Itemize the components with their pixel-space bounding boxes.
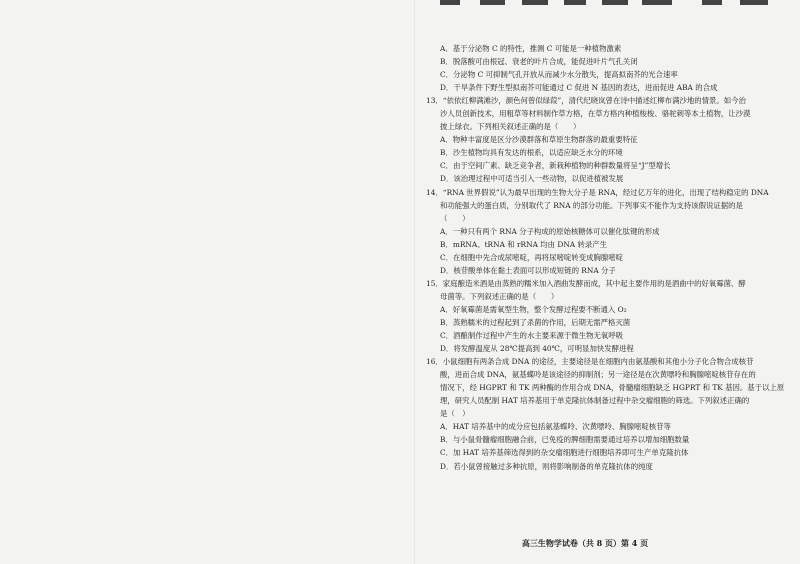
option-a: A．HAT 培养基中的成分应包括氨基蝶呤、次黄嘌呤、胸腺嘧啶核苷等 <box>440 422 671 432</box>
option-c: C．加 HAT 培养基筛选得到的杂交瘤细胞进行细胞培养即可生产单克隆抗体 <box>440 448 689 458</box>
question-14 <box>422 186 792 277</box>
question-stem: （ ） <box>440 213 470 223</box>
question-stem: 是（ ） <box>440 409 470 419</box>
option-a: A．物种丰富度是区分沙漠群落和草原生物群落的最重要特征 <box>440 135 638 145</box>
question-16 <box>422 355 792 472</box>
footer-page-number: 高三生物学试卷（共 8 页）第 4 页 <box>521 538 649 548</box>
option-c: C．分泌物 C 可抑制气孔开放从而减少水分散失，提高拟南芥的光合速率 <box>440 70 678 80</box>
question-stem: 14．“RNA 世界假说”认为最早出现的生物大分子是 RNA，经过亿万年的进化，出现了结构稳定的 DNA <box>426 187 769 197</box>
option-a: A．好氧霉菌是需氧型生物，整个发酵过程要不断通入 O₂ <box>440 304 627 314</box>
page-footer <box>0 538 800 549</box>
option-a: A．基于分泌物 C 的特性，推测 C 可能是一种植物激素 <box>440 44 622 53</box>
option-b: B．与小鼠骨髓瘤细胞融合前，已免疫的脾细胞需要通过培养以增加细胞数量 <box>440 435 690 445</box>
question-stem: 情况下，经 HGPRT 和 TK 两种酶的作用合成 DNA，骨髓瘤细胞缺乏 HGPRT 和 TK 基因。基于以上原 <box>440 383 785 393</box>
option-d: D．若小鼠曾接触过多种抗原，则将影响制备的单克隆抗体的纯度 <box>440 461 653 471</box>
option-a: A．一种只有两个 RNA 分子构成的原始核糖体可以催化肽键的形成 <box>440 226 660 236</box>
question-13 <box>422 94 792 185</box>
page-fold <box>414 0 415 564</box>
option-d: D．核苷酸单体在黏土表面可以形成短链的 RNA 分子 <box>440 265 616 275</box>
question-15 <box>422 277 792 355</box>
exam-page-content <box>422 42 792 473</box>
option-b: B．蒸熟糯米的过程起到了杀菌的作用，后期无需严格灭菌 <box>440 317 631 327</box>
question-stem: 披上绿衣。下列相关叙述正确的是（ ） <box>440 122 581 132</box>
top-edge-marks <box>440 0 770 6</box>
question-12-options <box>422 42 792 94</box>
option-d: D．将发酵温度从 28℃提高到 40℃，可明显加快发酵进程 <box>440 344 634 354</box>
question-stem: 母菌等。下列叙述正确的是（ ） <box>440 291 559 301</box>
question-stem: 13．“依依红柳满滩沙，颜色何曾似绿葭”，清代纪晓岚曾在诗中描述红柳布满沙地的情景。如今治 <box>426 96 746 106</box>
question-stem: 沙人员创新技术，用粗草等材料制作草方格，在草方格内种植梭梭、骆驼刺等本土植物，让沙漠 <box>440 109 751 119</box>
question-stem: 理，研究人员配制 HAT 培养基用于单克隆抗体制备过程中杂交瘤细胞的筛选。下列叙述正确的 <box>440 396 750 406</box>
option-c: C．由于空间广素、缺乏竞争者，新栽种植物的种群数量将呈“J”型增长 <box>440 161 671 171</box>
question-stem: 16．小鼠细胞有两条合成 DNA 的途径，主要途径是在细胞内由氨基酸和其他小分子化合物合成核苷 <box>426 357 754 367</box>
question-stem: 15．家庭酿造米酒是由蒸熟的糯米加入酒曲发酵而成，其中起主要作用的是酒曲中的好氧霉菌、酵 <box>426 278 746 288</box>
question-stem: 和功能强大的蛋白质，分别取代了 RNA 的部分功能。下列事实不能作为支持该假说证据的是 <box>440 200 743 210</box>
option-b: B．脱落酸可由根冠、衰老的叶片合成，能促进叶片气孔关闭 <box>440 57 638 67</box>
question-stem: 酸，进而合成 DNA，氨基蝶呤是该途径的抑制剂；另一途径是在次黄嘌呤和胸腺嘧啶核苷存在的 <box>440 370 756 380</box>
option-c: C．酒酿制作过程中产生的水主要来源于微生物无氧呼吸 <box>440 331 624 341</box>
option-b: B．沙生植物均具有发达的根系，以适应缺乏水分的环境 <box>440 148 623 158</box>
option-c: C．在细胞中先合成尿嘧啶，再将尿嘧啶转变成胸腺嘧啶 <box>440 252 624 262</box>
option-d: D．干旱条件下野生型拟南芥可能通过 C 促进 N 基因的表达，进而促进 ABA 的合成 <box>440 83 718 93</box>
option-d: D．该治理过程中可适当引入一些动物，以促进植被发展 <box>440 174 624 184</box>
option-b: B．mRNA、tRNA 和 rRNA 均由 DNA 转录产生 <box>440 239 608 249</box>
